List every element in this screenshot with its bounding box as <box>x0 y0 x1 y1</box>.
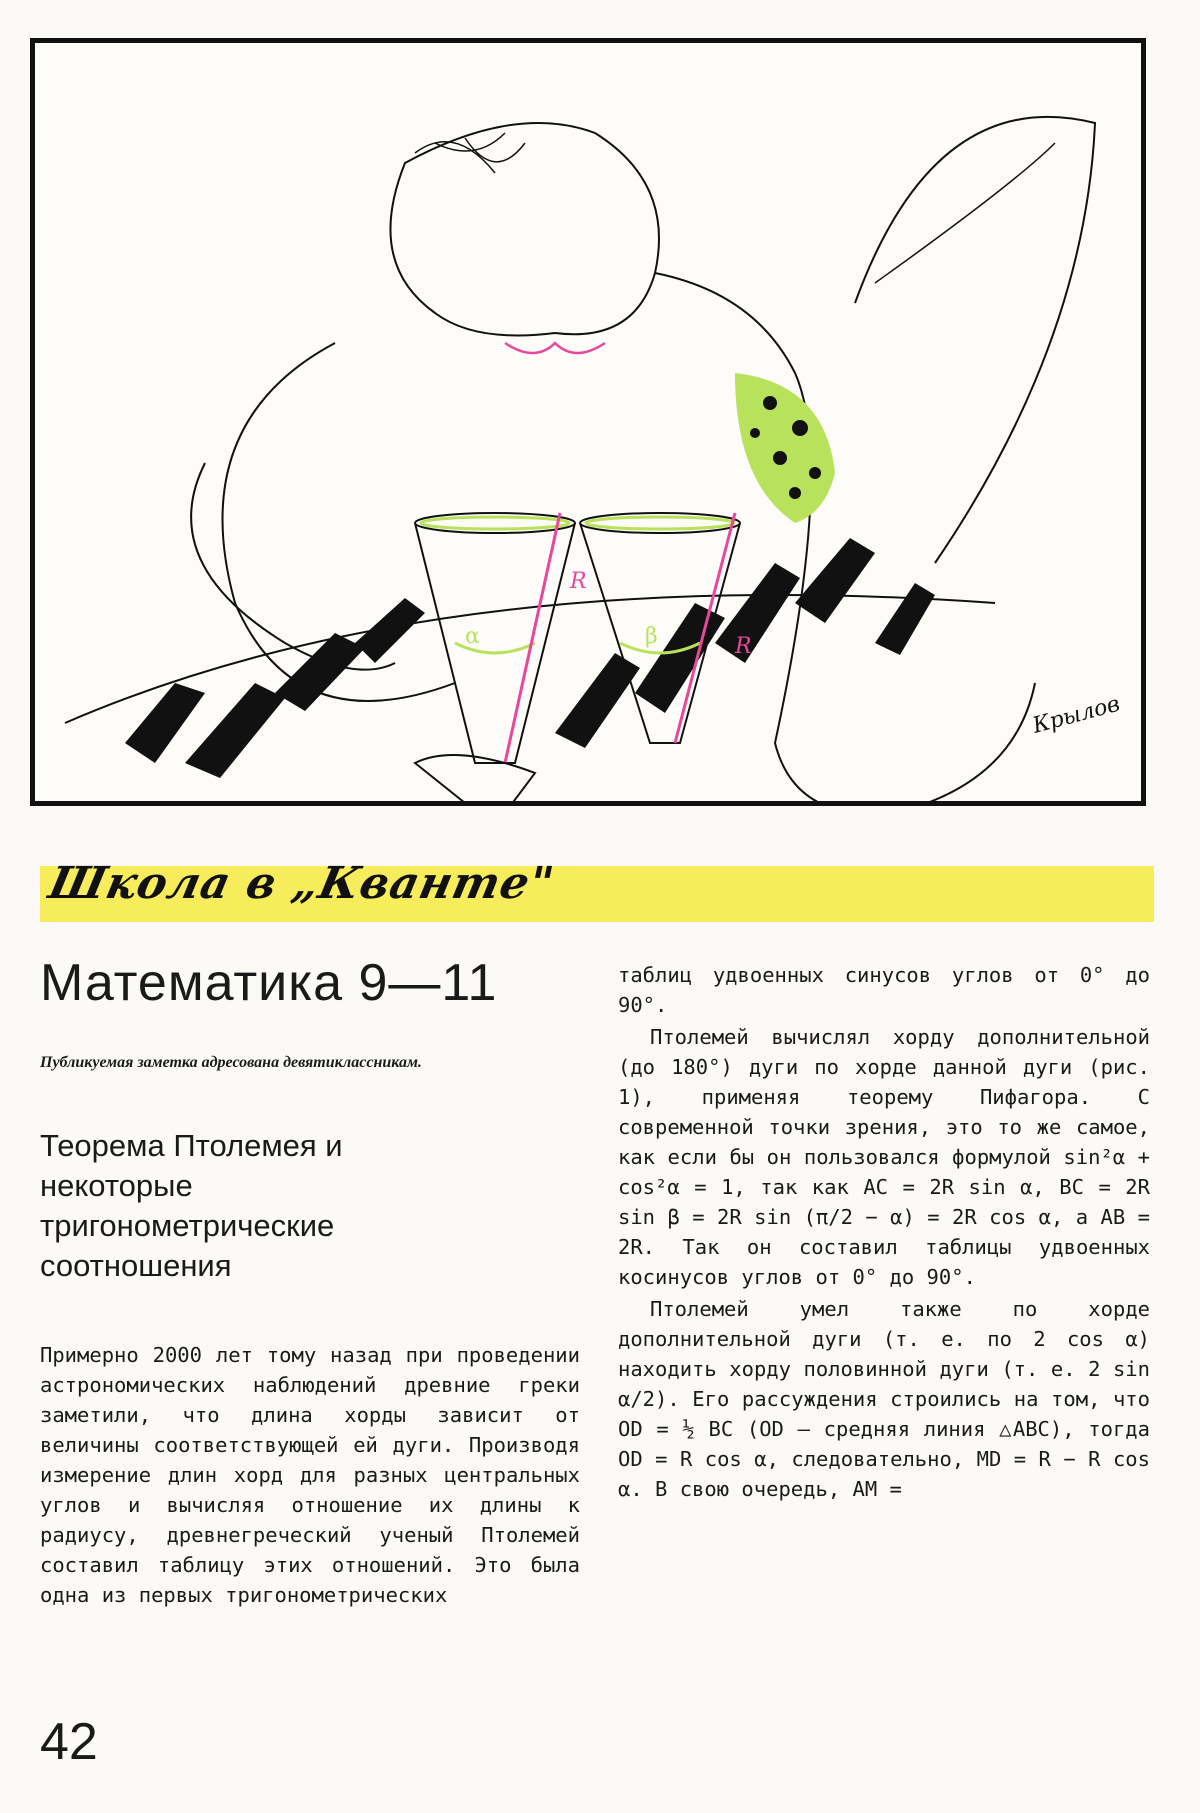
radius-line-left <box>505 513 560 763</box>
page-number: 42 <box>40 1713 98 1771</box>
table-stripes <box>125 538 935 778</box>
label-alpha: α <box>465 624 480 649</box>
green-patch <box>735 373 835 523</box>
right-paragraph-2: Птолемей вычислял хорду дополнительной (до 180°) дуги по хорде данной дуги (рис. 1), применяя теорему Пифагора. С современной точки зрения, это то же самое, как если бы он пользовался формулой sin²α + cos²α = 1, так как AC = 2R sin α, BC = 2R sin β = 2R sin (π/2 − α) = 2R cos α, а AB = 2R. Так он составил таблицы удвоенных косинусов углов от 0° до 90°. <box>618 1025 1150 1289</box>
hair <box>415 133 525 173</box>
right-paragraph-1: таблиц удвоенных синусов углов от 0° до 90°. <box>618 963 1150 1017</box>
label-r1: R <box>570 569 587 594</box>
label-r2: R <box>735 634 752 659</box>
label-beta: β <box>645 624 658 649</box>
right-column <box>618 960 1150 1506</box>
illustration-frame <box>30 38 1146 806</box>
page-title: Математика 9—11 <box>40 954 498 1012</box>
fish-line <box>875 143 1055 283</box>
artist-signature: Крылов <box>1030 691 1123 739</box>
fish-fin <box>855 117 1095 563</box>
article-subtitle: Теорема Птолемея и некоторые тригонометрические соотношения <box>40 1128 343 1284</box>
right-paragraph-3: Птолемей умел также по хорде дополнительной дуги (т. е. по 2 cos α) находить хорду половинной дуги (т. е. 2 sin α/2). Его рассуждения строились на том, что OD = ½ BC (OD — средняя линия △ABC), тогда OD = R cos α, следовательно, MD = R − R cos α. В свою очередь, AM = <box>618 1297 1150 1501</box>
mouth <box>505 343 605 353</box>
section-banner: Школа в „Кванте" <box>44 858 559 909</box>
arm-right <box>655 273 1035 801</box>
head-outline <box>390 123 659 336</box>
left-column <box>40 955 580 1610</box>
left-paragraph-1: Примерно 2000 лет тому назад при проведении астрономических наблюдений древние греки заметили, что длина хорды зависит от величины соответствующей ей дуги. Производя измерение длин хорд для разных центральных углов и вычисляя отношение их длины к радиусу, древнегреческий ученый Птолемей составил таблицу этих отношений. Это была одна из первых тригонометрических <box>40 1343 580 1608</box>
lead-note: Публикуемая заметка адресована девятиклассникам. <box>40 1054 422 1072</box>
illustration <box>35 43 1141 801</box>
